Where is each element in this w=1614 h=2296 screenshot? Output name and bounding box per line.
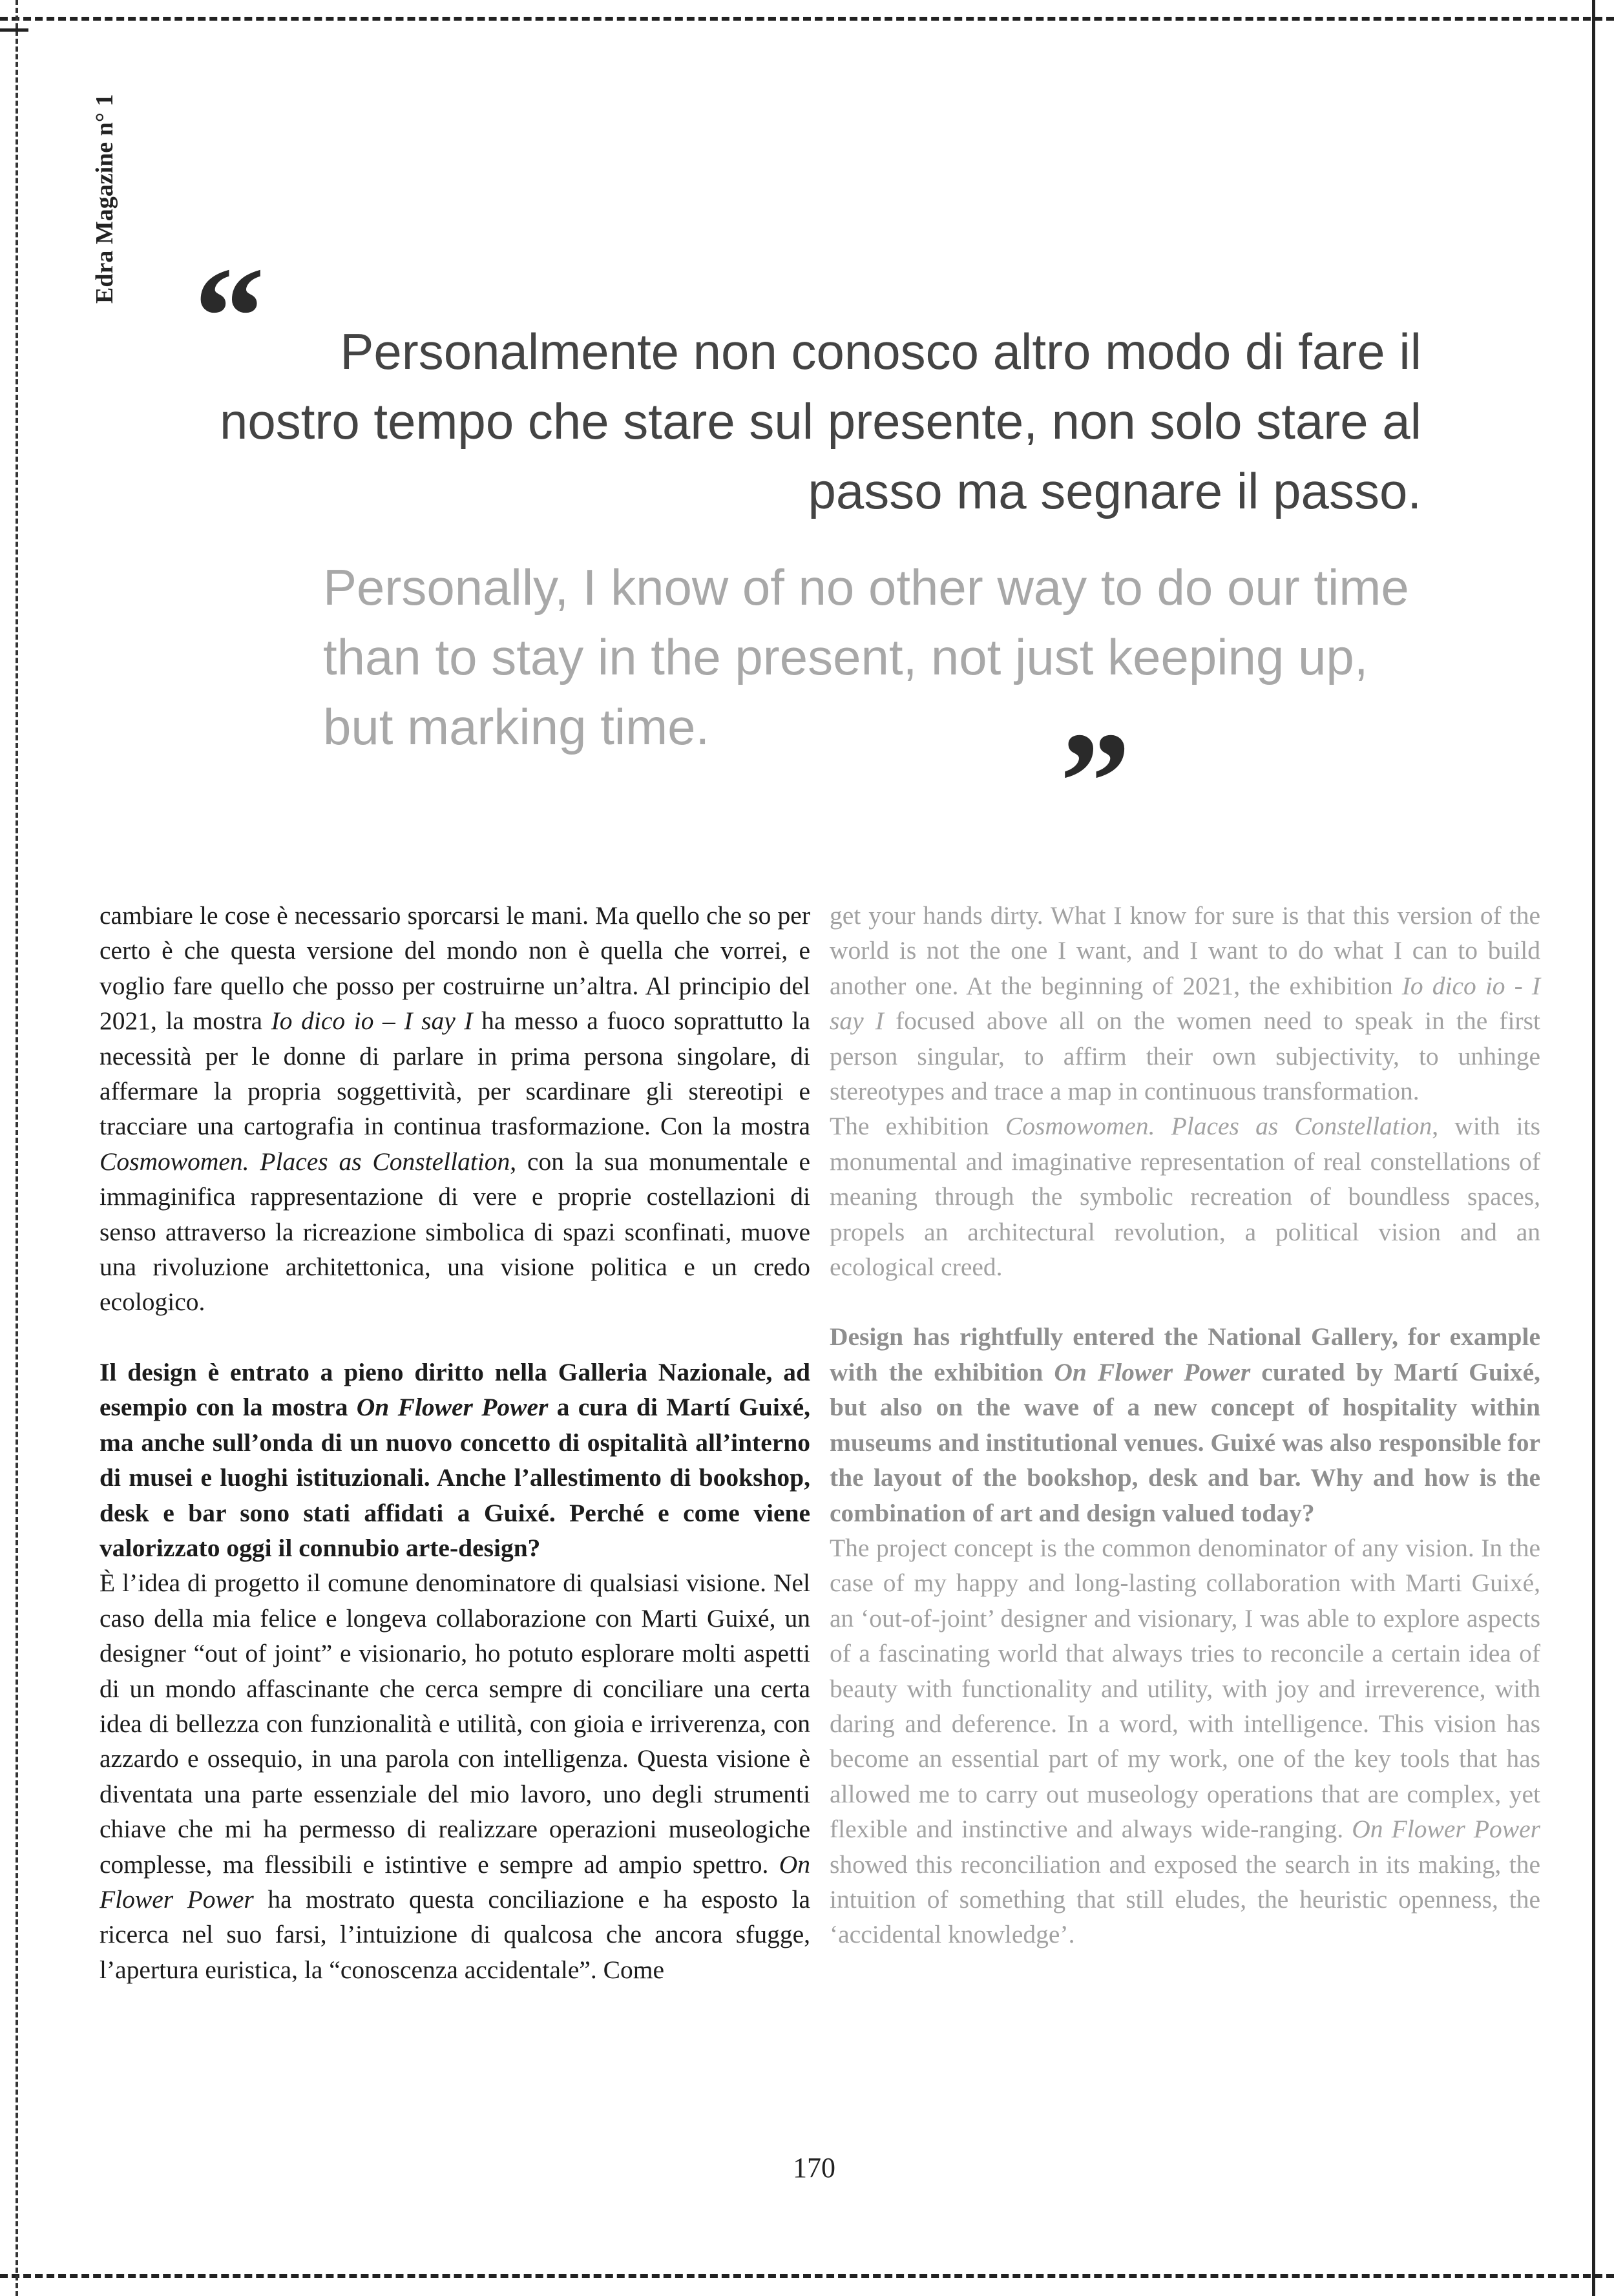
open-quote-mark-icon: “ <box>194 238 265 395</box>
crop-border-right <box>1592 0 1595 2296</box>
exhibition-title: On Flower Power <box>100 1850 810 1914</box>
italian-column <box>100 898 810 1987</box>
crop-mark <box>0 28 28 32</box>
pull-quote-english: Personally, I know of no other way to do our time than to stay in the present, not just keeping up, but marking time. <box>323 559 1409 755</box>
crop-border-left <box>16 0 18 2296</box>
english-paragraph-2: The project concept is the common denominator of any vision. In the case of my happy and long-lasting collaboration with Marti Guixé, an ‘out-of-joint’ designer and visionary, I was able to explore aspects of a fascinating world that always tries to reconcile a certain idea of beauty with functionality and utility, with joy and irreverence, with daring and deference. In a word, with intelligence. This vision has become an essential part of my work, one of the key tools that has allowed me to carry out museology operations that are complex, yet flexible and instinctive and always wide-ranging. On Flower Power showed this reconciliation and exposed the search in its making, the intuition of something that still eludes, the heuristic openness, the ‘accidental knowledge’. <box>830 1533 1540 1949</box>
pull-quote-italian: Personalmente non conosco altro modo di fare il nostro tempo che stare sul presente, non solo stare al passo ma segnare il passo. <box>219 323 1421 519</box>
close-quote-mark-icon: ” <box>1060 703 1131 861</box>
crop-border-top <box>0 17 1614 21</box>
english-column <box>830 898 1540 1952</box>
exhibition-title: On Flower Power <box>1352 1815 1540 1844</box>
exhibition-title: On Flower Power <box>356 1393 549 1422</box>
italian-interview-question: Il design è entrato a pieno diritto nella Galleria Nazionale, ad esempio con la mostra On Flower Power a cura di Martí Guixé, ma anche sull’onda di un nuovo concetto di ospitalità all’interno di musei e luoghi istituzionali. Anche l’allestimento di bookshop, desk e bar sono stati affidati a Guixé. Perché e come viene valorizzato oggi il connubio arte-design? <box>100 1357 810 1562</box>
english-paragraph-1b: The exhibition Cosmowomen. Places as Constellation, with its monumental and imaginative representation of real constellations of meaning through the symbolic recreation of boundless spaces, propels an architectural revolution, a political vision and an ecological creed. <box>830 1112 1541 1282</box>
exhibition-title: Cosmowomen. Places as Constellation <box>100 1147 510 1176</box>
exhibition-title: Cosmowomen. Places as Constellation <box>1005 1112 1432 1141</box>
exhibition-title: On Flower Power <box>1054 1357 1251 1386</box>
page-number: 170 <box>793 2152 835 2184</box>
crop-border-bottom <box>0 2274 1614 2278</box>
english-interview-question: Design has rightfully entered the National Gallery, for example with the exhibition On Flower Power curated by Martí Guixé, but also on the wave of a new concept of hospitality within museums and institutional venues. Guixé was also responsible for the layout of the bookshop, desk and bar. Why and how is the combination of art and design valued today? <box>830 1322 1541 1527</box>
running-head: Edra Magazine n° 1 <box>91 94 118 304</box>
exhibition-title: Io dico io – I say I <box>271 1007 473 1036</box>
english-paragraph-1: get your hands dirty. What I know for sure is that this version of the world is not the one I want, and I want to do what I can to build another one. At the beginning of 2021, the exhibition Io dico io - I say I focused above all on the women need to speak in the first person singular, to affirm their own subjectivity, to unhinge stereotypes and trace a map in continuous transformation. <box>830 901 1540 1106</box>
exhibition-title: Io dico io - I say I <box>830 971 1540 1036</box>
italian-paragraph-1: cambiare le cose è necessario sporcarsi le mani. Ma quello che so per certo è che questa versione del mondo non è quella che vorrei, e voglio fare quello che posso per costruirne un’altra. Al principio del 2021, la mostra Io dico io – I say I ha messo a fuoco soprattutto la necessità per le donne di parlare in prima persona singolare, di affermare la propria soggettività, per scardinare gli stereotipi e tracciare una cartografia in continua trasformazione. Con la mostra Cosmowomen. Places as Constellation, con la sua monumentale e immaginifica rappresentazione di vere e proprie costellazioni di senso attraverso la ricreazione simbolica di spazi sconfinati, muove una rivoluzione architettonica, una visione politica e un credo ecologico. <box>100 901 810 1317</box>
italian-paragraph-2: È l’idea di progetto il comune denominatore di qualsiasi visione. Nel caso della mia felice e longeva collaborazione con Marti Guixé, un designer “out of joint” e visionario, ho potuto esplorare molti aspetti di un mondo affascinante che cerca sempre di conciliare una certa idea di bellezza con funzionalità e utilità, con gioia e irriverenza, con azzardo e ossequio, in una parola con intelligenza. Questa visione è diventata una parte essenziale del mio lavoro, uno degli strumenti chiave che mi ha permesso di realizzare operazioni museologiche complesse, ma flessibili e istintive e sempre ad ampio spettro. On Flower Power ha mostrato questa conciliazione e ha esposto la ricerca nel suo farsi, l’intuizione di qualcosa che ancora sfugge, l’apertura euristica, la “conoscenza accidentale”. Come <box>100 1569 810 1984</box>
